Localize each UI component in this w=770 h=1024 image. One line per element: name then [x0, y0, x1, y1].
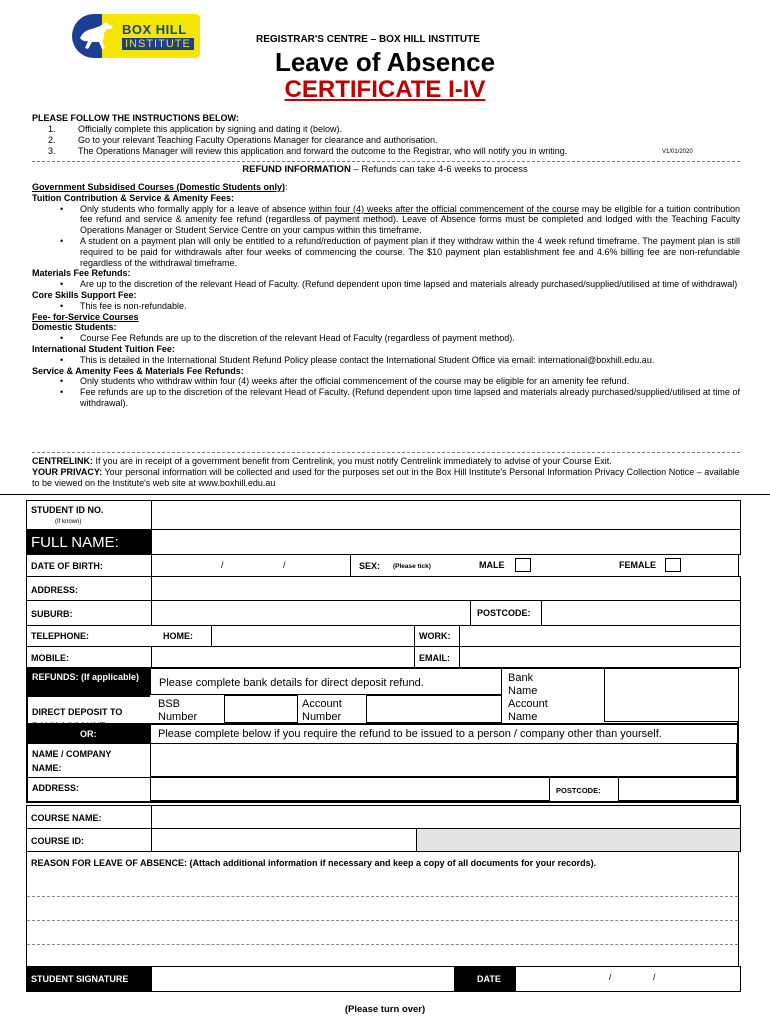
- signature-row: [26, 966, 739, 992]
- person-note: Please complete below if you require the refund to be issued to a person / company other than yourself.: [158, 728, 662, 740]
- core-heading: Core Skills Support Fee:: [32, 289, 137, 300]
- or-label: OR:: [80, 729, 97, 739]
- refunds-section: [26, 667, 739, 803]
- student-id-label: STUDENT ID NO.: [31, 505, 104, 515]
- account-name-label: Account Name: [508, 698, 548, 723]
- course-id-shaded: [416, 828, 741, 852]
- telephone-row: [26, 625, 739, 647]
- dob-row: [26, 554, 739, 577]
- student-id-input[interactable]: [151, 500, 741, 530]
- notices: CENTRELINK: If you are in receipt of a government benefit from Centrelink, you must notify Centrelink immediately to advise of your Course Exit. YOUR PRIVACY: Your personal information will be collected and used for the purposes set out in the Box Hill Institute's Personal Information Privacy Collection Notice – available to be viewed on the Institute's web site at www.boxhill.edu.au: [32, 456, 740, 488]
- instruction-item: 2. Go to your relevant Teaching Faculty Operations Manager for clearance and authorisation.: [58, 135, 732, 146]
- list-item: • Are up to the discretion of the relevant Head of Faculty. (Refund dependent upon time lapsed and materials already purchased/supplied/utilised at time of withdrawal): [32, 279, 740, 290]
- suburb-label: SUBURB:: [31, 609, 73, 619]
- address-input[interactable]: [151, 576, 741, 601]
- list-item: • A student on a payment plan will only be entitled to a refund/reduction of payment plan if they withdraw within the 4 week refund timeframe. The payment plan is still required to be paid for withdrawals after four weeks of commencing the course. The $10 payment plan establishment fee and 4.6% billing fee are non-refundable regardless of the withdrawal timeframe.: [32, 236, 740, 268]
- suburb-row: [26, 600, 739, 626]
- work-label: WORK:: [419, 631, 451, 641]
- reason-input[interactable]: [27, 874, 738, 966]
- refund-info-heading: REFUND INFORMATION – Refunds can take 4-6 weeks to process: [242, 164, 528, 175]
- bank-note-cell: [150, 668, 502, 695]
- dob-label: DATE OF BIRTH:: [31, 561, 103, 571]
- date-slash: /: [653, 972, 656, 982]
- instructions-heading: PLEASE FOLLOW THE INSTRUCTIONS BELOW:: [32, 113, 239, 123]
- email-input[interactable]: [459, 646, 741, 668]
- divider: [32, 161, 740, 162]
- version-label: V1/01/2020: [662, 149, 693, 155]
- course-name-row: [26, 805, 739, 829]
- gov-heading: Government Subsidised Courses (Domestic Students only): [32, 182, 286, 192]
- course-id-label: COURSE ID:: [31, 836, 85, 846]
- course-id-input[interactable]: [151, 828, 417, 852]
- date-label: DATE: [477, 974, 501, 984]
- address-row: [26, 576, 739, 601]
- org-line: REGISTRAR'S CENTRE – BOX HILL INSTITUTE: [256, 34, 480, 45]
- work-phone-input[interactable]: [459, 625, 741, 647]
- reason-label: REASON FOR LEAVE OF ABSENCE: (Attach additional information if necessary and keep a copy of all documents for your records).: [31, 858, 597, 868]
- logo-line1: BOX HILL: [122, 22, 187, 37]
- page-subtitle: CERTIFICATE I-IV: [284, 76, 486, 103]
- list-item: • This is detailed in the International Student Refund Policy please contact the International Student Office via email: international@boxhill.edu.au.: [32, 355, 740, 366]
- sex-label: SEX:: [359, 561, 381, 571]
- divider: [32, 452, 740, 453]
- female-checkbox[interactable]: [665, 558, 681, 572]
- intl-heading: International Student Tuition Fee:: [32, 343, 175, 354]
- instruction-item: 3. The Operations Manager will review this application and forward the outcome to the Registrar, who will notify you in writing.: [58, 146, 732, 157]
- instructions: [32, 113, 732, 157]
- suburb-input[interactable]: [151, 600, 471, 626]
- course-id-row: [26, 828, 739, 852]
- direct-deposit-label: DIRECT DEPOSIT TO: [32, 707, 123, 717]
- reason-section: [26, 851, 739, 967]
- dob-input[interactable]: [151, 554, 351, 577]
- course-name-input[interactable]: [151, 805, 741, 829]
- account-number-label: Account Number: [302, 698, 342, 723]
- list-item: • This fee is non-refundable.: [32, 301, 740, 312]
- payee-postcode-label: POSTCODE:: [556, 786, 601, 795]
- signature-input[interactable]: [151, 966, 455, 992]
- list-item: • Only students who withdraw within four (4) weeks after the official commencement of the course may be eligible for an amenity fee refund.: [32, 376, 740, 387]
- full-name-input[interactable]: [151, 529, 741, 555]
- refunds-label: REFUNDS: (If applicable): [32, 672, 140, 682]
- mobile-input[interactable]: [151, 646, 415, 668]
- name-company-input[interactable]: [150, 743, 737, 777]
- address-label: ADDRESS:: [31, 585, 79, 595]
- list-item: • Only students who formally apply for a leave of absence within four (4) weeks after the official commencement of the course may be eligible for a tuition contribution fee refund and service & amenity fee refund (regardless of payment method). Leave of Absence forms must be completed and lodged with the Teaching Faculty Operations Manager or Student Service Centre on your campus within this timeframe.: [32, 204, 740, 236]
- signature-label: STUDENT SIGNATURE: [31, 974, 129, 984]
- male-checkbox[interactable]: [515, 558, 531, 572]
- list-item: • Fee refunds are up to the discretion of the relevant Head of Faculty. (Refund dependent upon time lapsed and materials already purchased/supplied/utilised at time of withdrawal).: [32, 387, 740, 409]
- payee-address-label: ADDRESS:: [32, 783, 80, 793]
- dob-slash: /: [221, 560, 224, 570]
- home-label: HOME:: [163, 631, 193, 641]
- male-label: MALE: [479, 560, 505, 570]
- mobile-row: [26, 646, 739, 668]
- bank-details-note: Please complete bank details for direct deposit refund.: [159, 677, 424, 689]
- full-name-label: FULL NAME:: [31, 534, 119, 551]
- course-name-label: COURSE NAME:: [31, 813, 102, 823]
- home-phone-input[interactable]: [211, 625, 415, 647]
- tuition-heading: Tuition Contribution & Service & Amenity Fees:: [32, 192, 235, 203]
- bsb-label: BSB Number: [158, 698, 198, 723]
- student-id-row: [26, 500, 739, 530]
- materials-heading: Materials Fee Refunds:: [32, 268, 131, 279]
- email-label: EMAIL:: [419, 653, 450, 663]
- logo-line2: INSTITUTE: [122, 38, 194, 50]
- refund-info-body: Government Subsidised Courses (Domestic Students only): Tuition Contribution & Service & Amenity Fees: • Only students who formally apply for a leave of absence within four (4) weeks after the official commencement of the course may be eligible for a tuition contribution fee refund and service & amenity fee refund (regardless of payment method). Leave of Absence forms must be completed and lodged with the Teaching Faculty Operations Manager or Student Service Centre on your campus within this timeframe. • A student on a payment plan will only be entitled to a refund/reduction of payment plan if they withdraw within the 4 week refund timeframe. The payment plan is still required to be paid for withdrawals after four weeks of commencing the course. The $10 payment plan establishment fee and 4.6% billing fee are non-refundable regardless of the withdrawal timeframe. Materials Fee Refunds: • Are up to the discretion of the relevant Head of Faculty. (Refund dependent upon time lapsed and materials already purchased/supplied/utilised at time of withdrawal) Core Skills Support Fee: • This fee is non-refundable. Fee- for-Service Courses Domestic Students: • Course Fee Refunds are up to the discretion of the relevant Head of Faculty (regardless of payment method). International Student Tuition Fee: • This is detailed in the International Student Refund Policy please contact the International Student Office via email: international@boxhill.edu.au. Service & Amenity Fees & Materials Fee Refunds: • Only students who withdraw within four (4) weeks after the official commencement of the course may be eligible for an amenity fee refund. • Fee refunds are up to the discretion of the relevant Head of Faculty. (Refund dependent upon time lapsed and materials already purchased/supplied/utilised at time of withdrawal).: [32, 182, 740, 409]
- ffs-heading: Fee- for-Service Courses: [32, 311, 139, 322]
- domestic-heading: Domestic Students:: [32, 322, 117, 333]
- turn-over-note: (Please turn over): [344, 1004, 426, 1015]
- telephone-label: TELEPHONE:: [31, 631, 90, 641]
- bank-name-label: Bank Name: [508, 672, 538, 697]
- name-company-label: NAME / COMPANY NAME:: [32, 749, 112, 773]
- female-label: FEMALE: [619, 560, 656, 570]
- please-tick-label: (Please tick): [393, 563, 431, 570]
- mobile-label: MOBILE:: [31, 653, 69, 663]
- instruction-item: 1. Officially complete this application by signing and dating it (below).: [58, 124, 732, 135]
- bank-name-input[interactable]: [604, 668, 739, 722]
- date-slash: /: [609, 972, 612, 982]
- payee-postcode-input[interactable]: [618, 777, 737, 801]
- service-heading: Service & Amenity Fees & Materials Fee Refunds:: [32, 365, 244, 376]
- page-title: Leave of Absence: [274, 47, 496, 77]
- section-divider: [0, 494, 770, 495]
- postcode-label: POSTCODE:: [477, 608, 531, 618]
- list-item: • Course Fee Refunds are up to the discretion of the relevant Head of Faculty (regardless of payment method).: [32, 333, 740, 344]
- full-name-row: [26, 529, 739, 555]
- account-number-input[interactable]: [366, 695, 502, 723]
- dob-slash: /: [283, 560, 286, 570]
- date-input[interactable]: [515, 966, 741, 992]
- bsb-input[interactable]: [224, 695, 298, 723]
- postcode-input[interactable]: [541, 600, 741, 626]
- payee-address-input[interactable]: [150, 777, 550, 801]
- if-known-label: (If known): [55, 519, 82, 525]
